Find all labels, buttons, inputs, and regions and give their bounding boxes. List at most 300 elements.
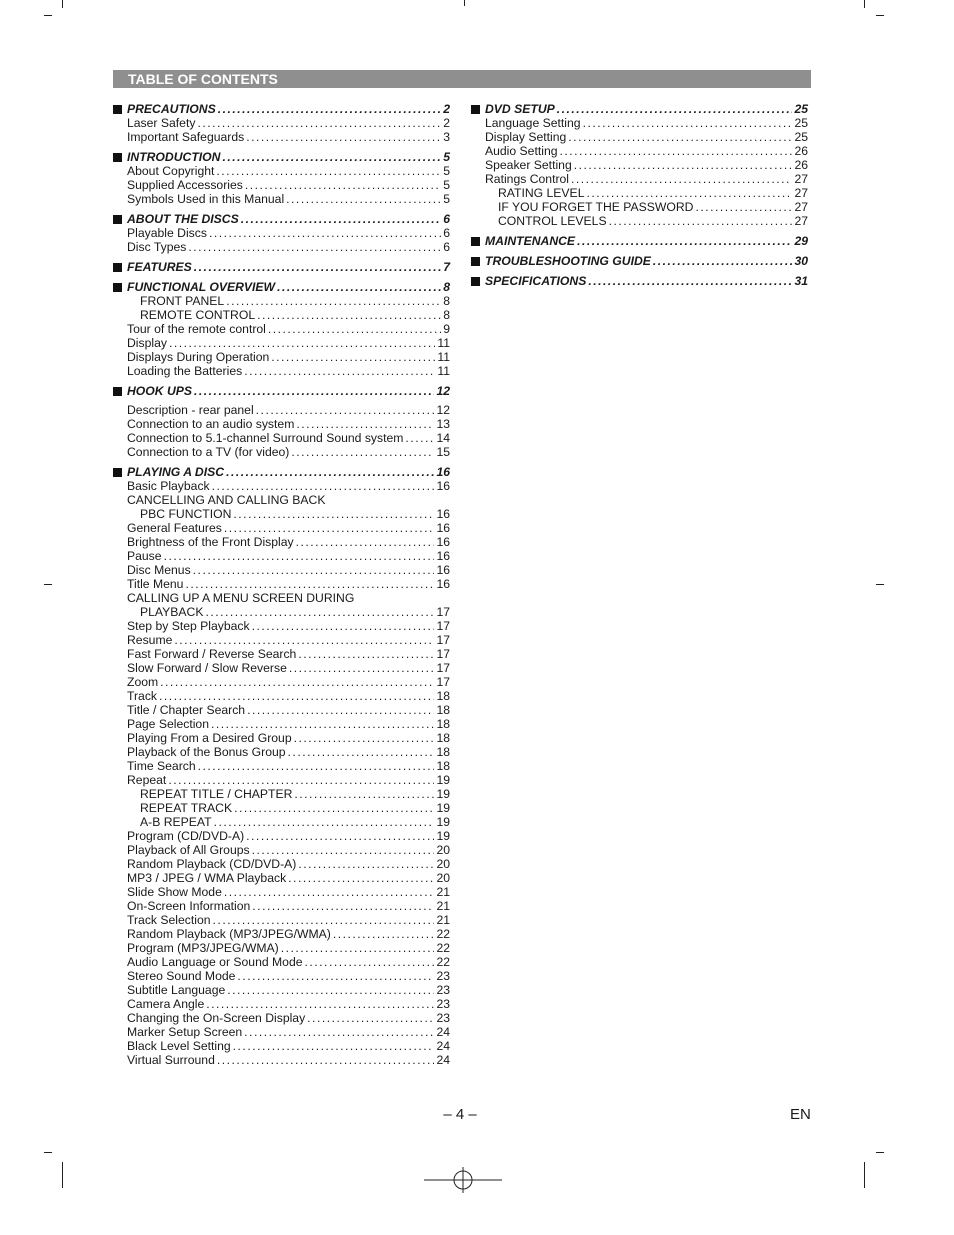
dot-leader (307, 1011, 434, 1025)
toc-subentry (113, 801, 450, 815)
dot-leader (568, 130, 792, 144)
toc-entry (113, 164, 450, 178)
toc-entry (113, 913, 450, 927)
toc-entry (113, 997, 450, 1011)
toc-entry-title: Connection to an audio system (127, 417, 295, 431)
crop-mark (864, 0, 865, 8)
toc-page-number: 16 (436, 563, 450, 577)
crop-mark (876, 15, 884, 16)
toc-page-number: 16 (436, 479, 450, 493)
toc-right-column (471, 100, 808, 288)
toc-page-number: 20 (436, 857, 450, 871)
toc-entry (113, 226, 450, 240)
crop-mark (44, 584, 52, 585)
toc-left-column (113, 100, 450, 1067)
toc-page-number: 27 (794, 172, 808, 186)
toc-entry-title: Stereo Sound Mode (127, 969, 236, 983)
toc-entry-title: Language Setting (485, 116, 581, 130)
dot-leader (209, 226, 441, 240)
square-bullet-icon (471, 237, 480, 246)
toc-page-number: 16 (436, 549, 450, 563)
toc-page-number: 29 (794, 234, 808, 248)
toc-entry (113, 619, 450, 633)
toc-entry-title: Connection to 5.1-channel Surround Sound system (127, 431, 404, 445)
toc-entry (113, 969, 450, 983)
toc-entry-title: Track Selection (127, 913, 211, 927)
toc-entry-title: Zoom (127, 675, 159, 689)
dot-leader (333, 927, 435, 941)
toc-subentry-label: CALLING UP A MENU SCREEN DURING (127, 591, 355, 605)
toc-page-number: 8 (443, 280, 450, 294)
dot-leader (296, 535, 435, 549)
toc-entry (113, 192, 450, 206)
toc-entry (113, 350, 450, 364)
toc-entry-title: SPECIFICATIONS (485, 274, 587, 288)
toc-page-number: 5 (443, 192, 450, 206)
toc-page-number: 12 (436, 384, 450, 398)
toc-page-number: 18 (436, 689, 450, 703)
toc-entry-title: Important Safeguards (127, 130, 245, 144)
dot-leader (298, 647, 434, 661)
square-bullet-icon (471, 277, 480, 286)
toc-entry-title: Changing the On-Screen Display (127, 1011, 306, 1025)
toc-entry (113, 717, 450, 731)
toc-entry (471, 130, 808, 144)
toc-page-number: 19 (436, 829, 450, 843)
toc-entry (113, 661, 450, 675)
dot-leader (257, 308, 441, 322)
toc-entry (113, 759, 450, 773)
toc-entry (471, 172, 808, 186)
toc-entry (113, 633, 450, 647)
dot-leader (169, 336, 435, 350)
toc-entry (113, 563, 450, 577)
toc-subentry (113, 294, 450, 308)
toc-page-number: 30 (794, 254, 808, 268)
toc-entry-title: PRECAUTIONS (127, 102, 216, 116)
toc-entry-title: REMOTE CONTROL (140, 308, 256, 322)
toc-entry-title: Symbols Used in this Manual (127, 192, 285, 206)
dot-leader (288, 745, 435, 759)
toc-page-number: 22 (436, 941, 450, 955)
dot-leader (247, 703, 434, 717)
toc-page-number: 19 (436, 801, 450, 815)
dot-leader (214, 815, 435, 829)
toc-page-number: 11 (437, 336, 450, 350)
toc-subentry (113, 787, 450, 801)
toc-page-number: 19 (436, 815, 450, 829)
dot-leader (227, 983, 434, 997)
toc-subentry (113, 308, 450, 322)
dot-leader (222, 150, 441, 164)
toc-page-number: 18 (436, 717, 450, 731)
toc-section-heading (471, 272, 808, 288)
dot-leader (405, 431, 434, 445)
toc-page-number: 23 (436, 997, 450, 1011)
crop-mark (876, 584, 884, 585)
square-bullet-icon (113, 468, 122, 477)
toc-page-number: 17 (436, 633, 450, 647)
toc-subentry (113, 605, 450, 619)
toc-entry-title: Slow Forward / Slow Reverse (127, 661, 287, 675)
toc-page-number: 5 (443, 164, 450, 178)
toc-page-number: 6 (443, 240, 450, 254)
toc-page-number: 11 (437, 364, 450, 378)
dot-leader (193, 563, 435, 577)
dot-leader (305, 955, 435, 969)
dot-leader (237, 969, 434, 983)
toc-page-number: 24 (436, 1039, 450, 1053)
toc-page-number: 26 (794, 158, 808, 172)
dot-leader (194, 260, 441, 274)
toc-entry (113, 130, 450, 144)
dot-leader (218, 102, 442, 116)
registration-mark-icon (424, 1163, 502, 1193)
toc-page-number: 16 (436, 521, 450, 535)
toc-entry-title: Random Playback (MP3/JPEG/WMA) (127, 927, 331, 941)
toc-entry-title: IF YOU FORGET THE PASSWORD (498, 200, 694, 214)
toc-entry (113, 549, 450, 563)
toc-entry-title: TROUBLESHOOTING GUIDE (485, 254, 651, 268)
toc-entry (113, 240, 450, 254)
toc-page-number: 21 (436, 899, 450, 913)
crop-mark (44, 1152, 52, 1153)
toc-entry (113, 927, 450, 941)
dot-leader (159, 689, 434, 703)
toc-entry (113, 857, 450, 871)
toc-entry-title: Display (127, 336, 167, 350)
toc-page-number: 18 (436, 703, 450, 717)
toc-entry-title: MP3 / JPEG / WMA Playback (127, 871, 287, 885)
toc-page-number: 2 (443, 102, 450, 116)
dot-leader (217, 1053, 435, 1067)
toc-entry (113, 941, 450, 955)
toc-page-number: 16 (436, 535, 450, 549)
dot-leader (205, 605, 434, 619)
toc-subentry (471, 200, 808, 214)
toc-entry-title: MAINTENANCE (485, 234, 576, 248)
dot-leader (557, 102, 793, 116)
toc-entry-title: Supplied Accessories (127, 178, 243, 192)
dot-leader (211, 717, 434, 731)
toc-page-number: 8 (443, 308, 450, 322)
dot-leader (268, 322, 441, 336)
toc-entry (113, 675, 450, 689)
toc-entry (113, 364, 450, 378)
toc-entry-title: Random Playback (CD/DVD-A) (127, 857, 297, 871)
dot-leader (174, 633, 434, 647)
toc-entry-title: Disc Menus (127, 563, 191, 577)
toc-page-number: 9 (443, 322, 450, 336)
toc-page-number: 23 (436, 983, 450, 997)
toc-page-number: 25 (794, 116, 808, 130)
toc-entry-title: A-B REPEAT (140, 815, 212, 829)
toc-page-number: 13 (436, 417, 450, 431)
dot-leader (224, 521, 435, 535)
toc-entry (113, 417, 450, 431)
square-bullet-icon (471, 105, 480, 114)
language-code: EN (790, 1106, 811, 1123)
toc-entry-title: FRONT PANEL (140, 294, 225, 308)
toc-entry (113, 1039, 450, 1053)
toc-entry (113, 731, 450, 745)
toc-page-number: 26 (794, 144, 808, 158)
toc-entry-title: DVD SETUP (485, 102, 555, 116)
square-bullet-icon (113, 105, 122, 114)
toc-entry (113, 843, 450, 857)
toc-entry-title: PLAYING A DISC (127, 465, 225, 479)
toc-entry-title: Connection to a TV (for video) (127, 445, 290, 459)
toc-entry-title: HOOK UPS (127, 384, 193, 398)
toc-entry-title: FEATURES (127, 260, 192, 274)
toc-entry-title: Black Level Setting (127, 1039, 231, 1053)
toc-page-number: 6 (443, 212, 450, 226)
toc-page-number: 20 (436, 871, 450, 885)
dot-leader (241, 212, 441, 226)
toc-entry-title: Marker Setup Screen (127, 1025, 243, 1039)
toc-entry (113, 829, 450, 843)
toc-entry-title: Fast Forward / Reverse Search (127, 647, 297, 661)
dot-leader (194, 384, 434, 398)
toc-section-heading (113, 100, 450, 116)
dot-leader (233, 507, 434, 521)
toc-entry-title: Ratings Control (485, 172, 569, 186)
toc-entry (113, 899, 450, 913)
crop-mark (44, 15, 52, 16)
toc-entry-title: PLAYBACK (140, 605, 204, 619)
toc-entry-title: Disc Types (127, 240, 187, 254)
toc-entry-title: Title / Chapter Search (127, 703, 246, 717)
toc-page-number: 2 (443, 116, 450, 130)
dot-leader (206, 997, 434, 1011)
toc-entry-title: REPEAT TRACK (140, 801, 233, 815)
toc-entry-title: Subtitle Language (127, 983, 226, 997)
toc-entry-title: Tour of the remote control (127, 322, 266, 336)
toc-page-number: 17 (436, 675, 450, 689)
dot-leader (224, 885, 435, 899)
toc-entry-title: Virtual Surround (127, 1053, 215, 1067)
dot-leader (252, 899, 434, 913)
dot-leader (577, 234, 792, 248)
toc-entry-title: Track (127, 689, 158, 703)
toc-entry-title: Loading the Batteries (127, 364, 243, 378)
toc-section-heading (113, 148, 450, 164)
toc-subentry (113, 507, 450, 521)
toc-entry-title: Speaker Setting (485, 158, 572, 172)
toc-page-number: 27 (794, 186, 808, 200)
dot-leader (256, 403, 435, 417)
toc-entry (113, 745, 450, 759)
toc-entry-title: Repeat (127, 773, 167, 787)
toc-subentry (471, 186, 808, 200)
toc-page-number: 14 (436, 431, 450, 445)
toc-page-number: 22 (436, 955, 450, 969)
toc-entry-title: General Features (127, 521, 222, 535)
toc-entry (113, 535, 450, 549)
toc-entry (113, 955, 450, 969)
toc-page-number: 27 (794, 214, 808, 228)
toc-entry (113, 703, 450, 717)
dot-leader (291, 445, 434, 459)
toc-entry (113, 871, 450, 885)
dot-leader (583, 116, 793, 130)
dot-leader (216, 164, 441, 178)
toc-section-heading (113, 278, 450, 294)
toc-section-heading (113, 210, 450, 226)
toc-entry (113, 116, 450, 130)
square-bullet-icon (113, 283, 122, 292)
toc-page-number: 17 (436, 619, 450, 633)
toc-entry (113, 445, 450, 459)
dot-leader (226, 465, 434, 479)
toc-page-number: 17 (436, 647, 450, 661)
toc-page-number: 17 (436, 661, 450, 675)
toc-entry-title: Playing From a Desired Group (127, 731, 292, 745)
toc-entry-title: RATING LEVEL (498, 186, 585, 200)
toc-section-heading (113, 382, 450, 398)
toc-entry (471, 158, 808, 172)
dot-leader (281, 941, 435, 955)
dot-leader (588, 274, 792, 288)
toc-page-number: 12 (436, 403, 450, 417)
toc-entry-title: Audio Language or Sound Mode (127, 955, 303, 969)
toc-page-number: 31 (794, 274, 808, 288)
toc-page-number: 11 (437, 350, 450, 364)
dot-leader (198, 759, 435, 773)
toc-entry-title: Title Menu (127, 577, 184, 591)
toc-entry-title: Playback of All Groups (127, 843, 250, 857)
toc-entry (113, 178, 450, 192)
square-bullet-icon (471, 257, 480, 266)
toc-entry-title: Playback of the Bonus Group (127, 745, 286, 759)
toc-page-number: 17 (436, 605, 450, 619)
toc-page-number: 18 (436, 759, 450, 773)
toc-title: TABLE OF CONTENTS (128, 71, 278, 87)
toc-page-number: 6 (443, 226, 450, 240)
toc-page-number: 24 (436, 1025, 450, 1039)
dot-leader (244, 1025, 434, 1039)
toc-entry-title: Brightness of the Front Display (127, 535, 294, 549)
toc-entry (113, 1025, 450, 1039)
toc-page-number: 23 (436, 1011, 450, 1025)
square-bullet-icon (113, 263, 122, 272)
toc-entry (113, 521, 450, 535)
toc-entry-title: Description - rear panel (127, 403, 254, 417)
toc-entry-title: Page Selection (127, 717, 209, 731)
crop-mark (62, 0, 63, 8)
toc-entry-title: On-Screen Information (127, 899, 251, 913)
dot-leader (571, 172, 792, 186)
dot-leader (168, 773, 434, 787)
toc-entry-title: Laser Safety (127, 116, 196, 130)
toc-section-heading (471, 100, 808, 116)
toc-title-bar (113, 70, 811, 88)
toc-page-number: 7 (443, 260, 450, 274)
toc-page-number: 16 (436, 577, 450, 591)
dot-leader (289, 661, 435, 675)
crop-mark (62, 1162, 63, 1188)
dot-leader (560, 144, 793, 158)
toc-page-number: 16 (436, 465, 450, 479)
toc-entry (113, 1053, 450, 1067)
toc-page-number: 16 (436, 507, 450, 521)
toc-entry-title: ABOUT THE DISCS (127, 212, 239, 226)
toc-section-heading (471, 232, 808, 248)
toc-entry (113, 689, 450, 703)
toc-entry-title: Display Setting (485, 130, 567, 144)
crop-mark (464, 0, 465, 6)
toc-page-number: 8 (443, 294, 450, 308)
toc-subentry (471, 214, 808, 228)
toc-entry (113, 983, 450, 997)
toc-entry (113, 1011, 450, 1025)
toc-entry (113, 431, 450, 445)
dot-leader (586, 186, 792, 200)
dot-leader (188, 240, 441, 254)
toc-entry-title: Audio Setting (485, 144, 558, 158)
dot-leader (695, 200, 792, 214)
toc-entry-title: Slide Show Mode (127, 885, 222, 899)
dot-leader (298, 857, 434, 871)
dot-leader (213, 913, 435, 927)
toc-page-number: 24 (436, 1053, 450, 1067)
toc-entry (113, 479, 450, 493)
toc-entry-title: Pause (127, 549, 162, 563)
toc-page-number: 21 (436, 913, 450, 927)
toc-entry (113, 322, 450, 336)
square-bullet-icon (113, 215, 122, 224)
toc-entry (471, 144, 808, 158)
dot-leader (288, 871, 434, 885)
toc-entry-title: Basic Playback (127, 479, 210, 493)
dot-leader (197, 116, 441, 130)
toc-page-number: 25 (794, 102, 808, 116)
toc-page-number: 25 (794, 130, 808, 144)
toc-entry-title: REPEAT TITLE / CHAPTER (140, 787, 293, 801)
dot-leader (246, 829, 434, 843)
dot-leader (164, 549, 435, 563)
toc-entry-title: CONTROL LEVELS (498, 214, 607, 228)
toc-page-number: 20 (436, 843, 450, 857)
crop-mark (864, 1162, 865, 1188)
toc-entry-title: FUNCTIONAL OVERVIEW (127, 280, 276, 294)
toc-page-number: 15 (436, 445, 450, 459)
toc-entry (113, 336, 450, 350)
dot-leader (185, 577, 434, 591)
toc-entry (113, 773, 450, 787)
toc-page-number: 27 (794, 200, 808, 214)
toc-page-number: 18 (436, 731, 450, 745)
toc-page-number: 23 (436, 969, 450, 983)
dot-leader (294, 787, 434, 801)
dot-leader (212, 479, 435, 493)
toc-entry-title: PBC FUNCTION (140, 507, 232, 521)
toc-entry-title: Step by Step Playback (127, 619, 250, 633)
toc-entry-title: Program (MP3/JPEG/WMA) (127, 941, 279, 955)
toc-page-number: 5 (443, 150, 450, 164)
square-bullet-icon (113, 387, 122, 396)
dot-leader (252, 619, 435, 633)
toc-page-number: 22 (436, 927, 450, 941)
toc-section-heading (113, 258, 450, 274)
toc-page-number: 5 (443, 178, 450, 192)
toc-entry-title: Time Search (127, 759, 196, 773)
dot-leader (609, 214, 793, 228)
toc-entry-title: Resume (127, 633, 173, 647)
toc-entry-title: Playable Discs (127, 226, 207, 240)
dot-leader (252, 843, 435, 857)
dot-leader (234, 801, 434, 815)
